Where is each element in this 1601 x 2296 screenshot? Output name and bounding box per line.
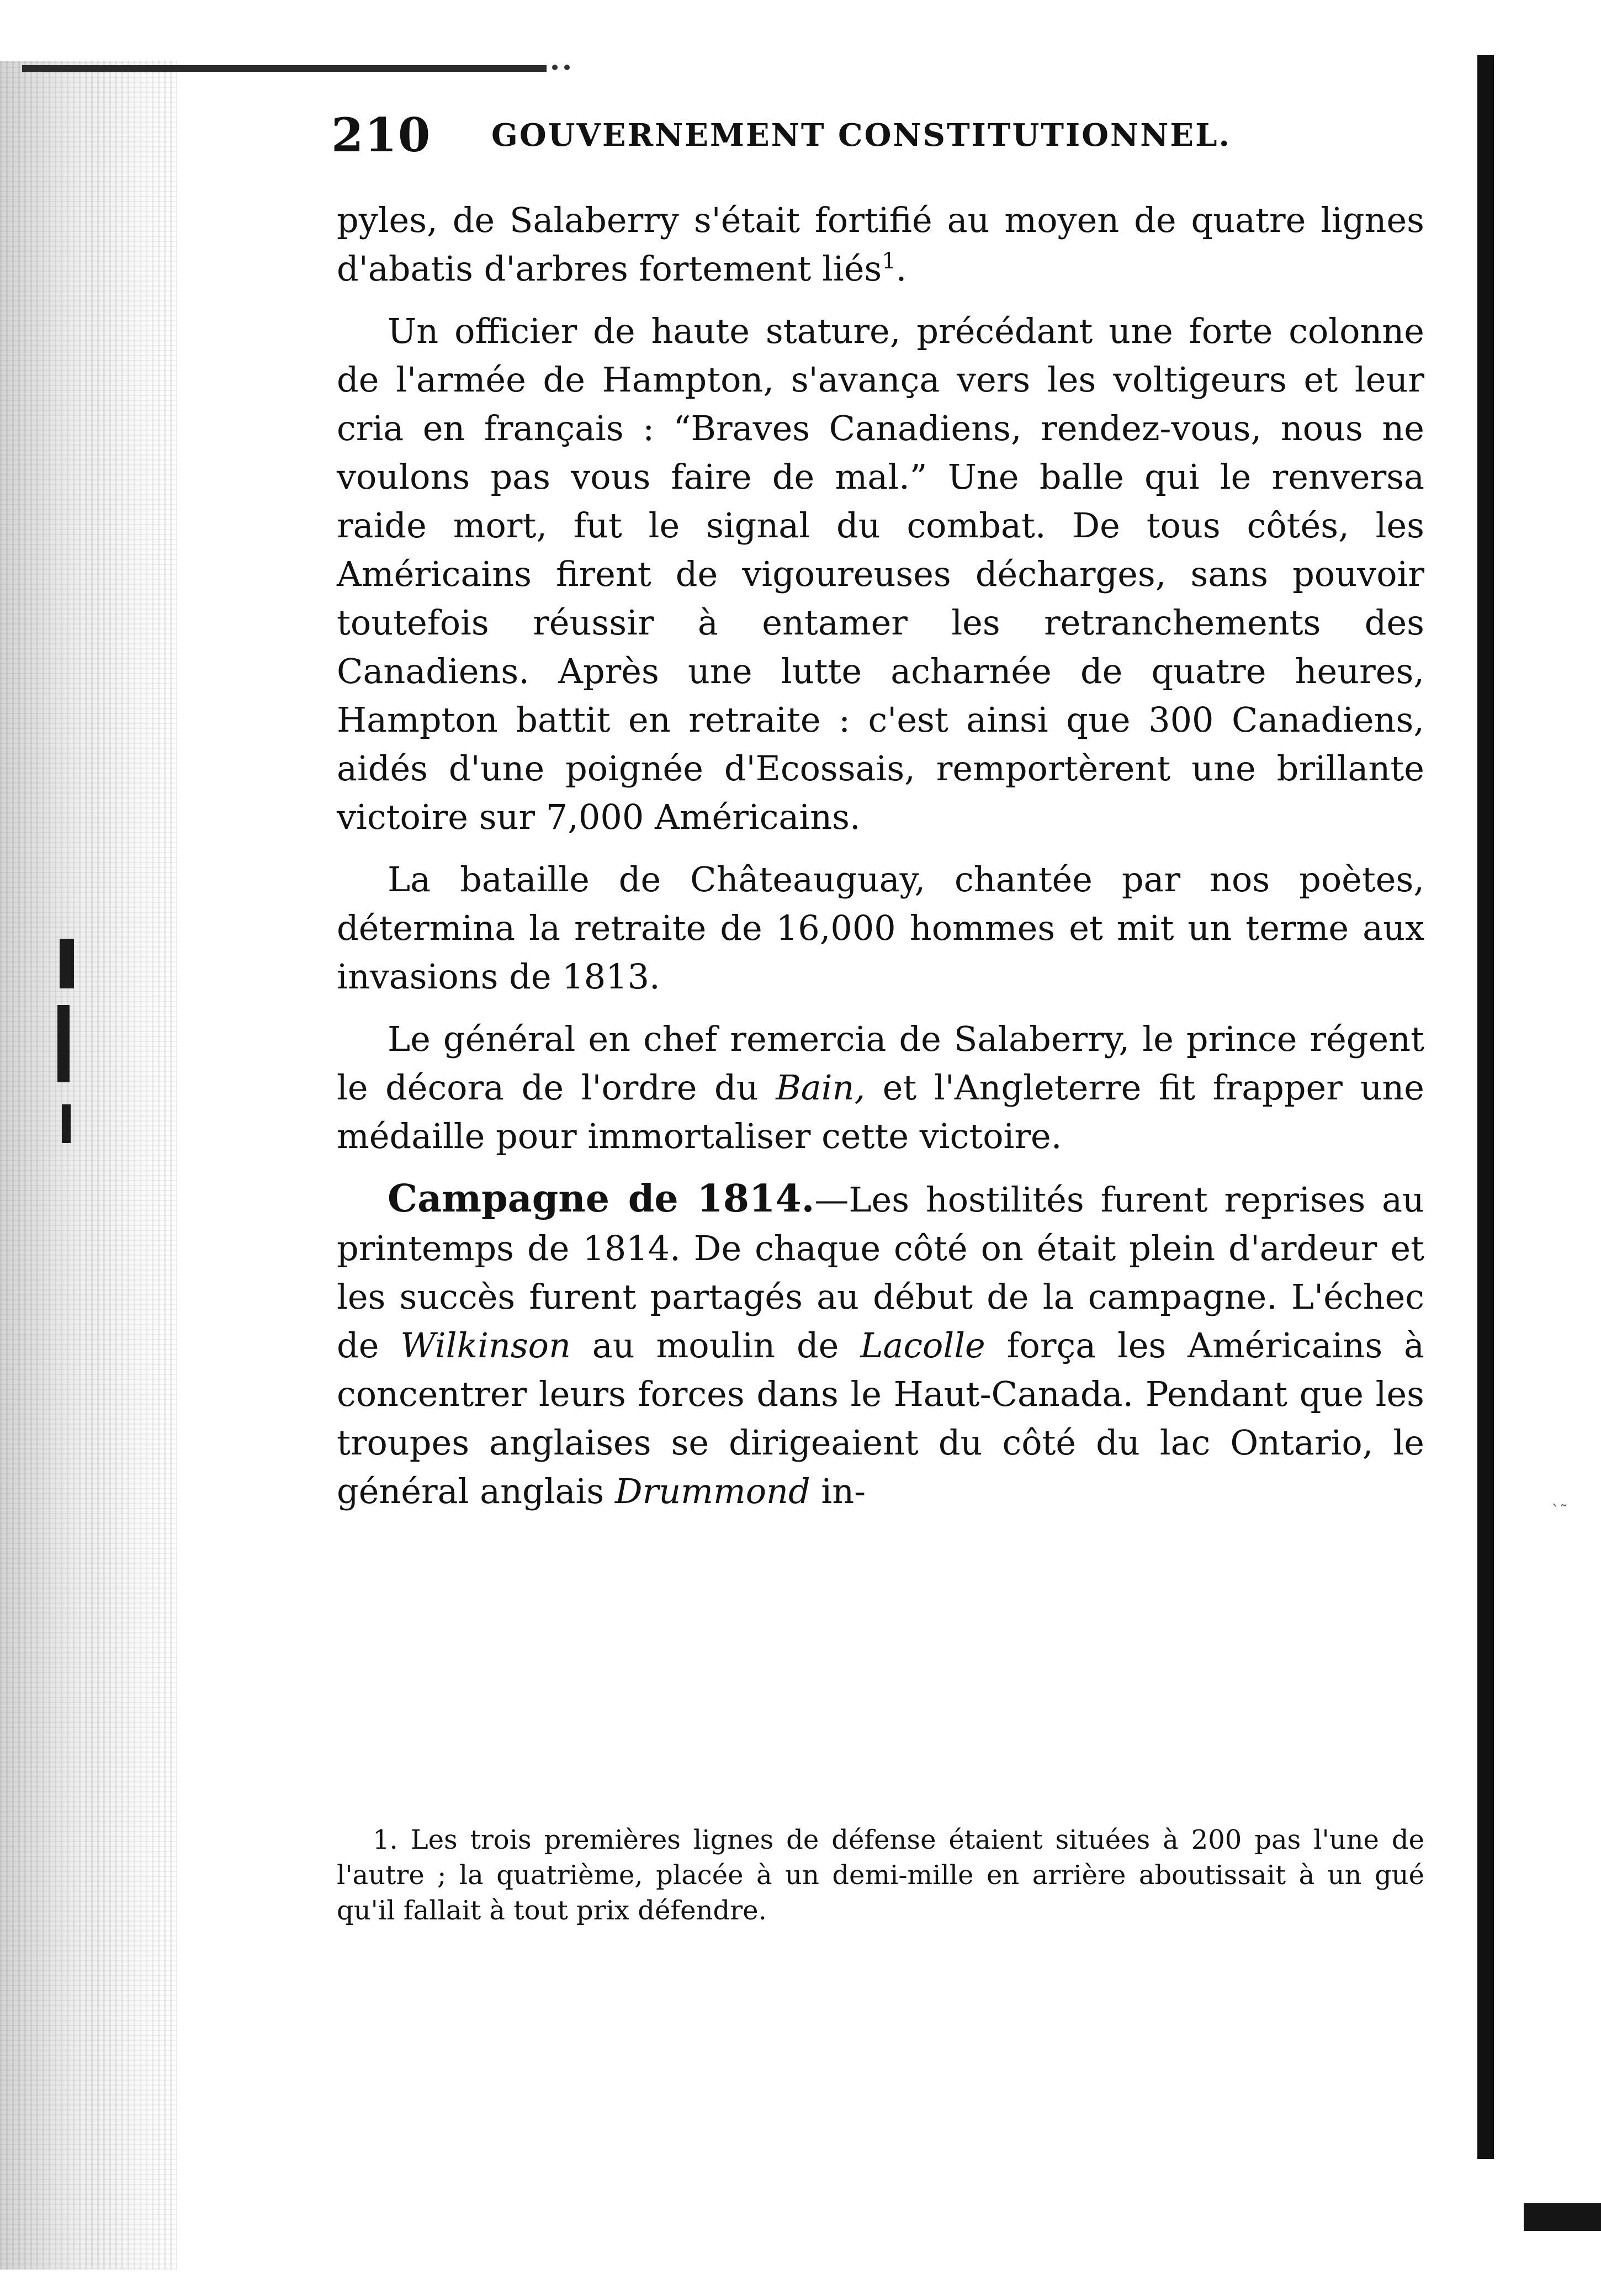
paragraph: Un officier de haute stature, précédant une forte colonne de l'armée de Hampton, s'avança vers les voltigeurs et leur cria en français : “Braves Canadiens, rendez-vous, nous ne voulons pas vous faire de mal.” Une balle qui le renversa raide mort, fut le signal du combat. De tous côtés, les Américains firent de vigoureuses décharges, sans pouvoir toutefois réussir à entamer les retranchements des Canadiens. Après une lutte acharnée de quatre heures, Hampton battit en retraite : c'est ainsi que 300 Canadiens, aidés d'une poignée d'Ecossais, remportèrent une brillante victoire sur 7,000 Américains. bbox=[337, 311, 1424, 837]
paragraph-text: força les Américains à concentrer leurs forces dans le Haut-Canada. Pendant que les troupes anglaises se dirigeaient du côté du lac Ontario, le général anglais bbox=[337, 1325, 1424, 1511]
paragraph-continuation bbox=[337, 196, 1424, 293]
section-paragraph bbox=[337, 1175, 1424, 1516]
section-heading: Campagne de 1814. bbox=[388, 1177, 815, 1221]
paragraph: La bataille de Châteauguay, chantée par nos poètes, détermina la retraite de 16,000 hommes et mit un terme aux invasions de 1813. bbox=[337, 859, 1424, 997]
gutter-ink-mark bbox=[62, 1104, 71, 1143]
body-text bbox=[337, 196, 1424, 1516]
right-bottom-mark bbox=[1524, 2203, 1601, 2231]
paragraph bbox=[337, 1015, 1424, 1161]
binding-shadow bbox=[0, 61, 177, 2269]
paragraph-text: Le général en chef remercia de Salaberry, le prince régent le décora de l'ordre du bbox=[337, 1019, 1424, 1108]
stray-ink-mark: `˜ bbox=[1551, 1502, 1568, 1521]
right-margin-bar bbox=[1477, 55, 1494, 2159]
paragraph-text: . bbox=[895, 248, 907, 289]
page-number: 210 bbox=[331, 108, 432, 162]
top-rule bbox=[22, 65, 547, 72]
italic-name: Drummond bbox=[614, 1471, 810, 1511]
paragraph-text: et l'Angleterre fit frapper une médaille pour immortaliser cette victoire. bbox=[337, 1067, 1424, 1156]
italic-term: Bain, bbox=[776, 1067, 866, 1108]
gutter-ink-mark bbox=[57, 1005, 70, 1082]
footnote-block bbox=[337, 1822, 1424, 1928]
gutter-ink-mark bbox=[60, 939, 74, 988]
running-head bbox=[331, 105, 1270, 166]
paragraph-text: —Les hostilités furent reprises au printemps de 1814. De chaque côté on était plein d'ardeur et les succès furent partagés au début de la campagne. L'échec de bbox=[337, 1179, 1424, 1366]
top-rule-dots bbox=[552, 62, 585, 70]
paragraph-text: in- bbox=[810, 1471, 866, 1511]
footnote bbox=[337, 1822, 1424, 1928]
italic-name: Wilkinson bbox=[400, 1325, 571, 1366]
paragraph-text: au moulin de bbox=[570, 1325, 861, 1366]
footnote-reference: 1 bbox=[882, 248, 896, 274]
italic-name: Lacolle bbox=[860, 1325, 985, 1366]
footnote-text: Les trois premières lignes de défense étaient situées à 200 pas l'une de l'autre ; la quatrième, placée à un demi-mille en arrière aboutissait à un gué qu'il fallait à tout prix défendre. bbox=[337, 1824, 1424, 1926]
running-title: GOUVERNEMENT CONSTITUTIONNEL. bbox=[491, 117, 1231, 154]
footnote-marker: 1. bbox=[373, 1824, 398, 1855]
paragraph-text: pyles, de Salaberry s'était fortifié au moyen de quatre lignes d'abatis d'arbres fortement liés bbox=[337, 200, 1424, 289]
